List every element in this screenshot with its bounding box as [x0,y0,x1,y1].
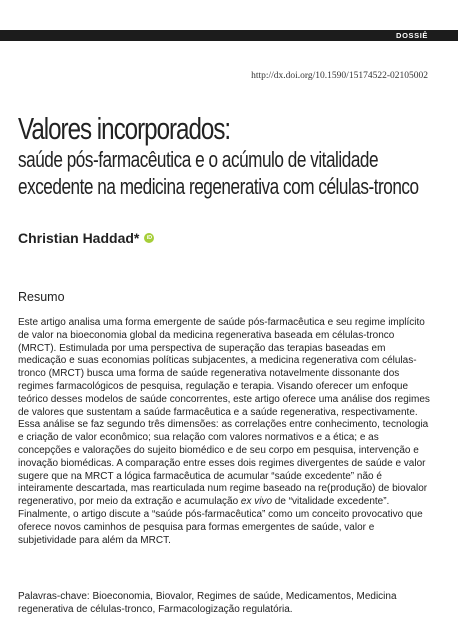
title-subtitle-line-1: saúde pós-farmacêutica e o acúmulo de vitalidade [18,147,379,172]
abstract-text [18,317,430,547]
keywords: Palavras-chave: Bioeconomia, Biovalor, Regimes de saúde, Medicamentos, Medicina regenerativa de células-tronco, Farmacologização regulatória. [18,591,397,615]
author [18,230,154,246]
abstract-text-part-2: de “vitalidade excedente”. Finalmente, o artigo discute a “saúde pós-farmacêutica” como um conceito provocativo que oferece novos caminhos de pesquisa para formas emergentes de saúde, valor e subjetividade para além da MRCT. [18,496,423,546]
article-title [18,112,438,200]
abstract-italic-term: ex vivo [240,496,273,508]
doi-link[interactable]: http://dx.doi.org/10.1590/15174522-02105002 [251,71,428,81]
section-label: DOSSIÊ [396,31,428,40]
orcid-icon[interactable]: iD [144,233,154,243]
abstract-heading: Resumo [18,290,65,304]
section-bar [0,30,458,41]
title-subtitle-line-2: excedente na medicina regenerativa com células-tronco [18,174,419,199]
abstract-text-part-1: Este artigo analisa uma forma emergente de saúde pós-farmacêutica e seu regime implícito de valor na bioeconomia global da medicina regenerativa baseada em células-tronco (MRCT). Estimulada por uma perspectiva de superação das terapias baseadas em medicação e suas economias políticas subjacentes, a medicina regenerativa com células-tronco (MRCT) busca uma forma de saúde regenerativa notavelmente dissonante dos regimes farmacológicos de pesquisa, regulação e terapia. Visando oferecer um enfoque teórico desses modelos de saúde concorrentes, este artigo oferece uma análise dos regimes de valores que sustentam a saúde farmacêutica e a saúde regenerativa, respectivamente. Essa análise se faz segundo três dimensões: as correlações entre conhecimento, tecnologia e criação de valor econômico; sua relação com valores normativos e a ética; e as concepções e valorações do sujeito biomédico e de seu corpo em pesquisa, intervenção e inovação biomédicas. A comparação entre esses dois regimes divergentes de saúde e valor sugere que na MRCT a lógica farmacêutica de acumular “saúde excedente” não é inteiramente descartada, mas rearticulada num regime baseado na re(produção) de biovalor regenerativo, por meio da extração e acumulação [18,317,430,508]
title-main: Valores incorporados: [18,111,231,146]
author-name: Christian Haddad* [18,230,140,246]
